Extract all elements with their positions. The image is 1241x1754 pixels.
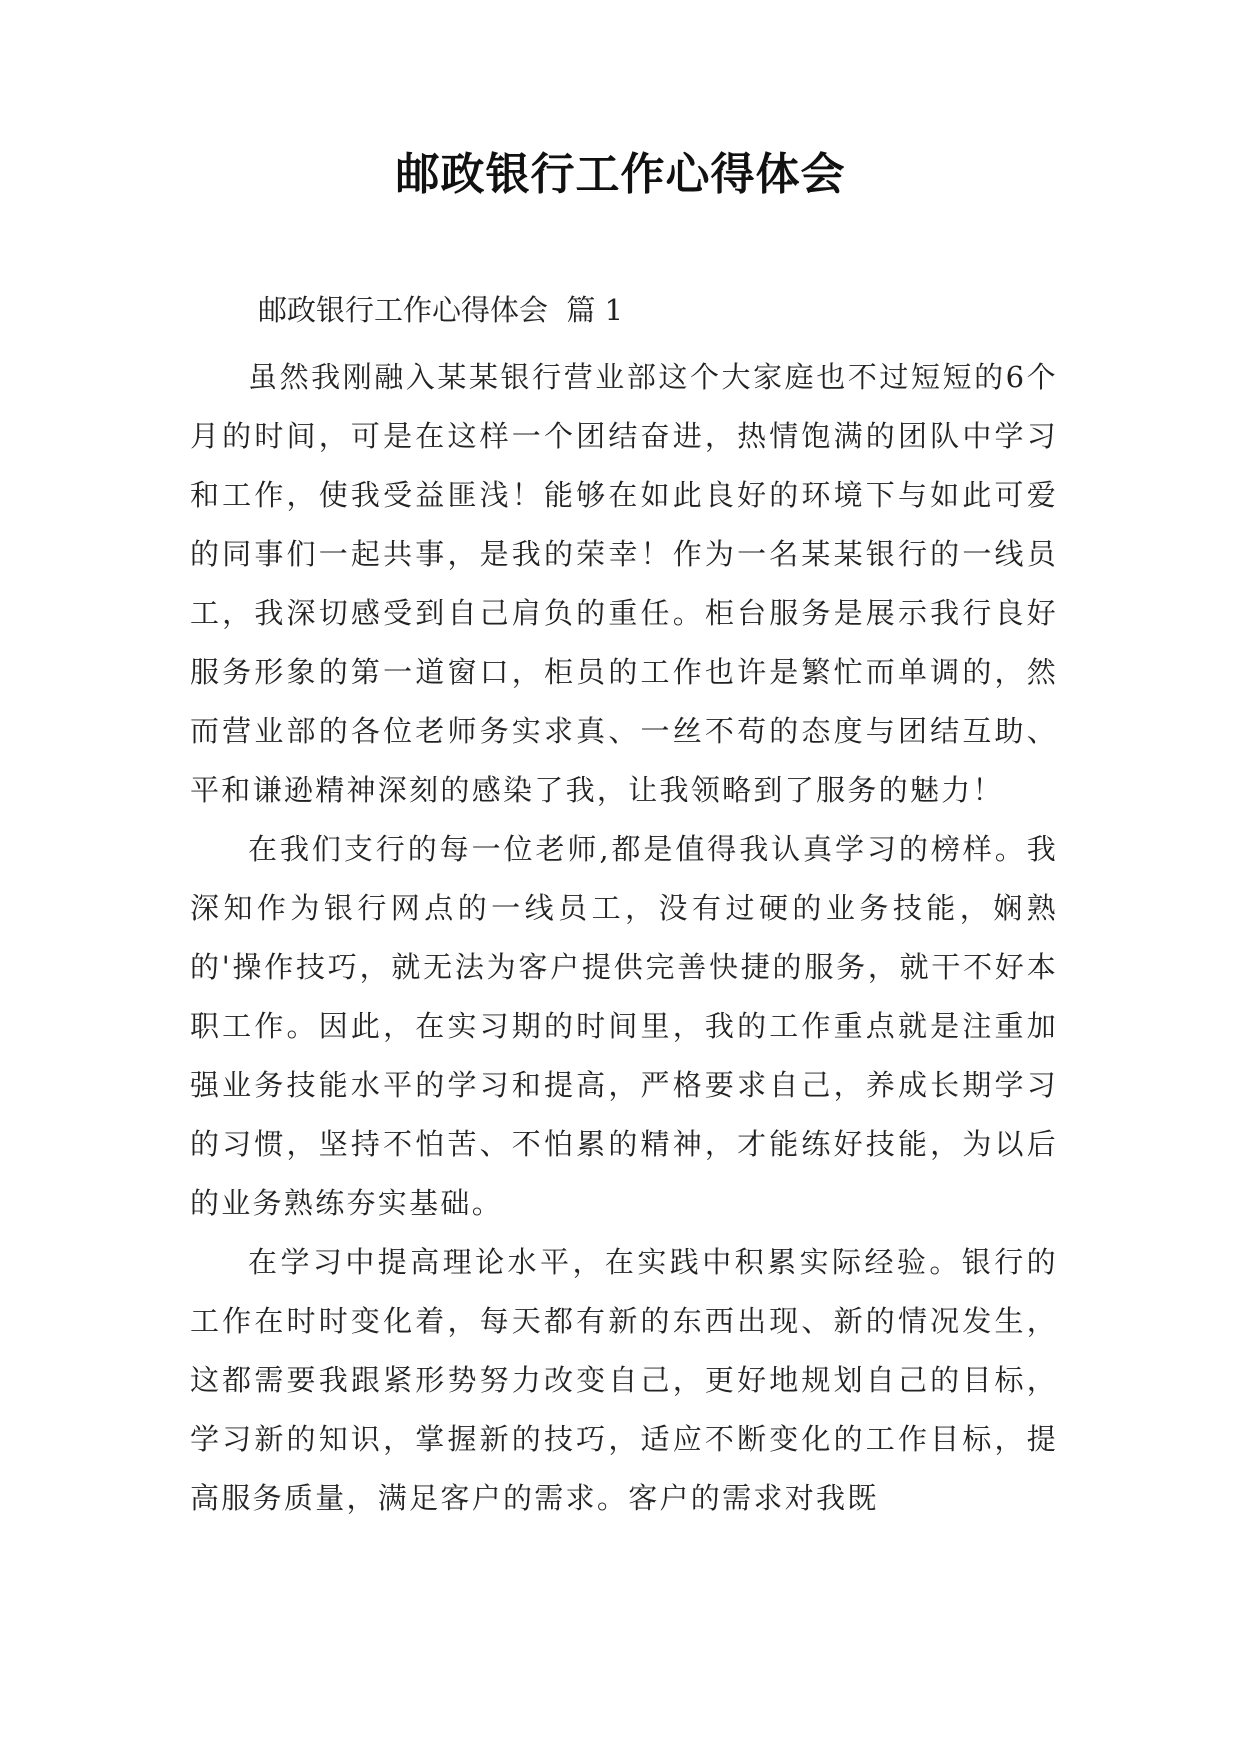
paragraph-3: 在学习中提高理论水平，在实践中积累实际经验。银行的工作在时时变化着，每天都有新的东西出现、新的情况发生，这都需要我跟紧形势努力改变自己，更好地规划自己的目标，学习新的知识，掌握新的技巧，适应不断变化的工作目标，提高服务质量，满足客户的需求。客户的需求对我既 xyxy=(190,1245,1058,1515)
section-heading: 邮政银行工作心得体会 篇 1 xyxy=(258,293,624,327)
paragraph-1: 虽然我刚融入某某银行营业部这个大家庭也不过短短的6个月的时间，可是在这样一个团结奋进，热情饱满的团队中学习和工作，使我受益匪浅！能够在如此良好的环境下与如此可爱的同事们一起共事，是我的荣幸！作为一名某某银行的一线员工，我深切感受到自己肩负的重任。柜台服务是展示我行良好服务形象的第一道窗口，柜员的工作也许是繁忙而单调的，然而营业部的各位老师务实求真、一丝不苟的态度与团结互助、平和谦逊精神深刻的感染了我，让我领略到了服务的魅力！ xyxy=(190,360,1058,807)
paragraph-2: 在我们支行的每一位老师,都是值得我认真学习的榜样。我深知作为银行网点的一线员工，没有过硬的业务技能，娴熟的'操作技巧，就无法为客户提供完善快捷的服务，就干不好本职工作。因此，在实习期的时间里，我的工作重点就是注重加强业务技能水平的学习和提高，严格要求自己，养成长期学习的习惯，坚持不怕苦、不怕累的精神，才能练好技能，为以后的业务熟练夯实基础。 xyxy=(190,832,1058,1220)
document-body xyxy=(190,348,1058,1528)
document-title: 邮政银行工作心得体会 xyxy=(395,149,846,200)
